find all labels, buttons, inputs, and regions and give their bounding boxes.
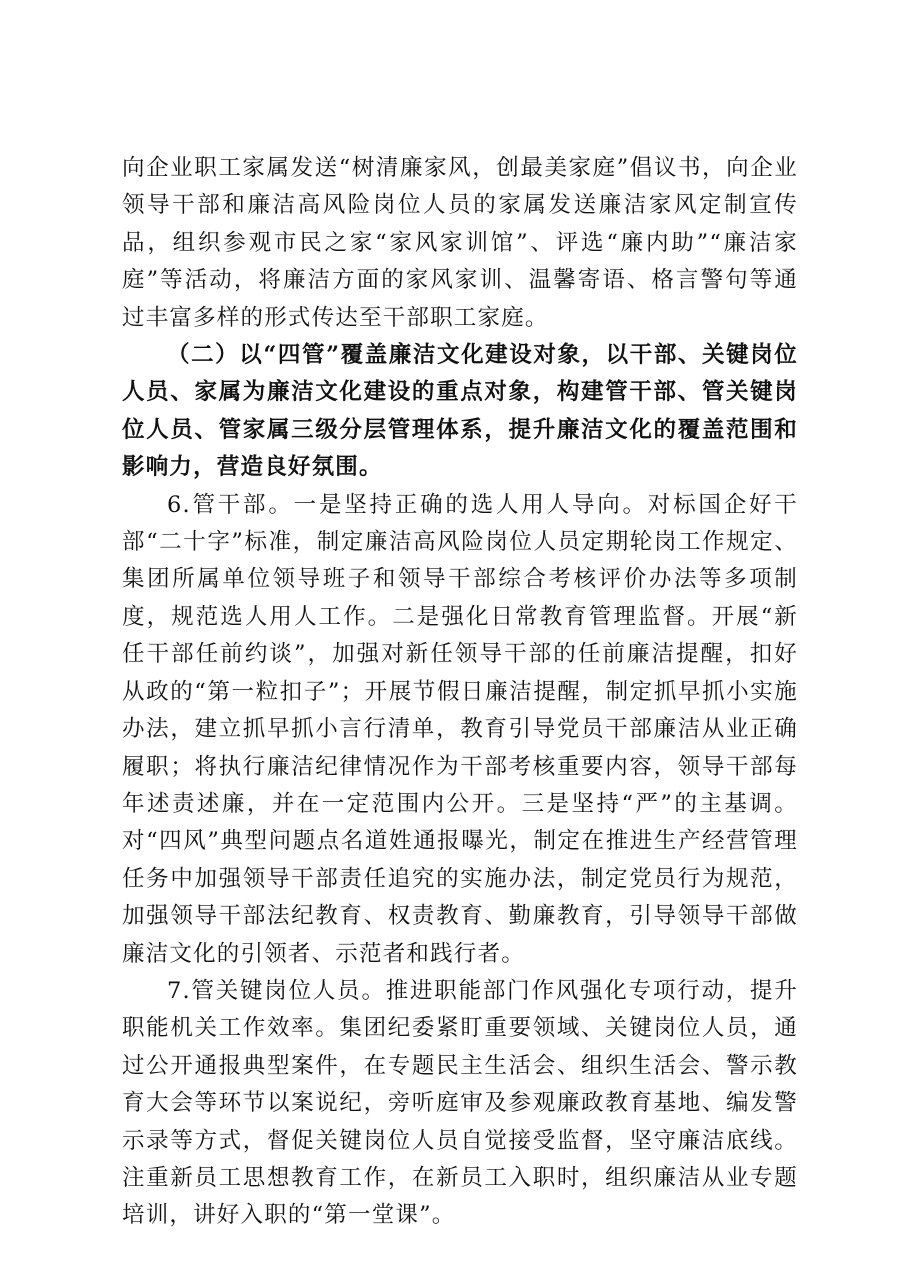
paragraph-manage-key-positions: 7.管关键岗位人员。推进职能部门作风强化专项行动，提升职能机关工作效率。集团纪委紧盯重要领域、关键岗位人员，通过公开通报典型案件，在专题民主生活会、组织生活会、警示教育大会等环节以案说纪，旁听庭审及参观廉政教育基地、编发警示录等方式，督促关键岗位人员自觉接受监督，坚守廉洁底线。注重新员工思想教育工作，在新员工入职时，组织廉洁从业专题培训，讲好入职的“第一堂课”。: [122, 977, 798, 1229]
document-body: [122, 150, 798, 1235]
section-heading-four-management: （二）以“四管”覆盖廉洁文化建设对象，以干部、关键岗位人员、家属为廉洁文化建设的重点对象，构建管干部、管关键岗位人员、管家属三级分层管理体系，提升廉洁文化的覆盖范围和影响力，营造良好氛围。: [122, 342, 798, 481]
paragraph-family-culture: 向企业职工家属发送“树清廉家风，创最美家庭”倡议书，向企业领导干部和廉洁高风险岗位人员的家属发送廉洁家风定制宣传品，组织参观市民之家“家风家训馆”、评选“廉内助”“廉洁家庭”等活动，将廉洁方面的家风家训、温馨寄语、格言警句等通过丰富多样的形式传达至干部职工家庭。: [122, 155, 798, 331]
paragraph-manage-cadres: 6.管干部。一是坚持正确的选人用人导向。对标国企好干部“二十字”标准，制定廉洁高风险岗位人员定期轮岗工作规定、集团所属单位领导班子和领导干部综合考核评价办法等多项制度，规范选人用人工作。二是强化日常教育管理监督。开展“新任干部任前约谈”，加强对新任领导干部的任前廉洁提醒，扣好从政的“第一粒扣子”；开展节假日廉洁提醒，制定抓早抓小实施办法，建立抓早抓小言行清单，教育引导党员干部廉洁从业正确履职；将执行廉洁纪律情况作为干部考核重要内容，领导干部每年述责述廉，并在一定范围内公开。三是坚持“严”的主基调。对“四风”典型问题点名道姓通报曝光，制定在推进生产经营管理任务中加强领导干部责任追究的实施办法，制定党员行为规范，加强领导干部法纪教育、权责教育、勤廉教育，引导领导干部做廉洁文化的引领者、示范者和践行者。: [122, 491, 798, 967]
